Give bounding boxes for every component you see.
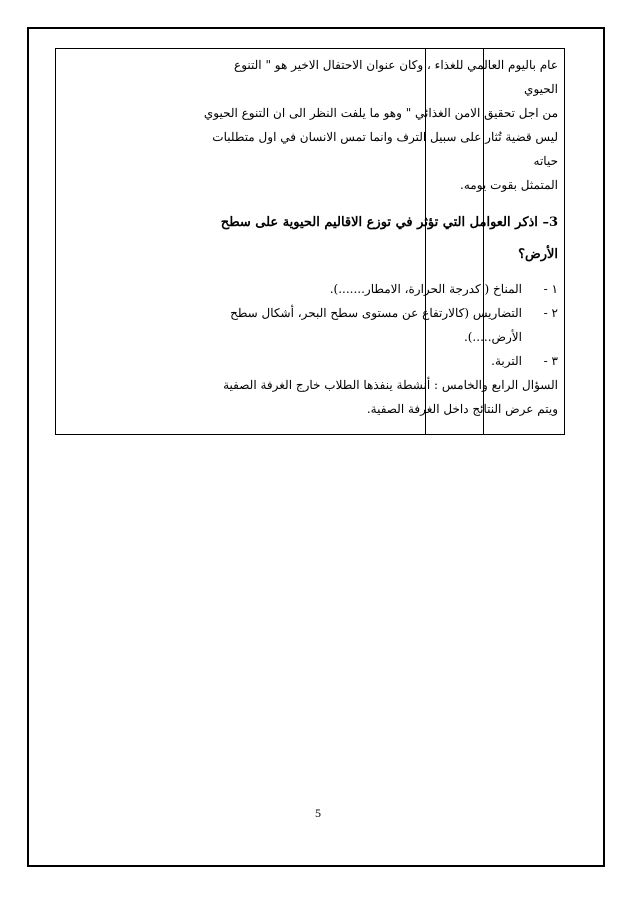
activity-note: السؤال الرابع والخامس : أنشطة ينفذها الطلاب خارج الغرفة الصفية ويتم عرض النتائج داخل الغرفة الصفية. [223,378,558,416]
page-number: 5 [315,806,321,820]
intro-line-3: ليس قضية تُثار على سبيل الترف وانما تمس الانسان في اول متطلبات حياته [212,130,558,168]
answer-number: ٢ - [543,306,558,320]
intro-line-1: عام باليوم العالمي للغذاء ، وكان عنوان الاحتفال الاخير هو " التنوع الحيوي [234,58,558,96]
content-cell [194,49,564,421]
question-heading: 3– اذكر العوامل التي تؤثر في توزع الاقاليم الحيوية على سطح الأرض؟ [220,215,558,262]
answer-text: التربة. [491,354,522,368]
intro-line-4: المتمثل بقوت يومه. [460,178,558,192]
lesson-table [55,48,565,435]
answer-item [200,349,558,373]
answer-item [200,301,558,349]
answer-item [200,277,558,301]
answer-number: ١ - [543,282,558,296]
answer-text: التضاريس (كالارتفاع عن مستوى سطح البحر، أشكال سطح الأرض.....). [230,306,522,344]
answer-number: ٣ - [543,354,558,368]
intro-line-2: من اجل تحقيق الامن الغذائي " وهو ما يلفت النظر الى ان التنوع الحيوي [203,106,558,120]
answer-text: المناخ ( كدرجة الحرارة، الامطار.......). [329,282,522,296]
